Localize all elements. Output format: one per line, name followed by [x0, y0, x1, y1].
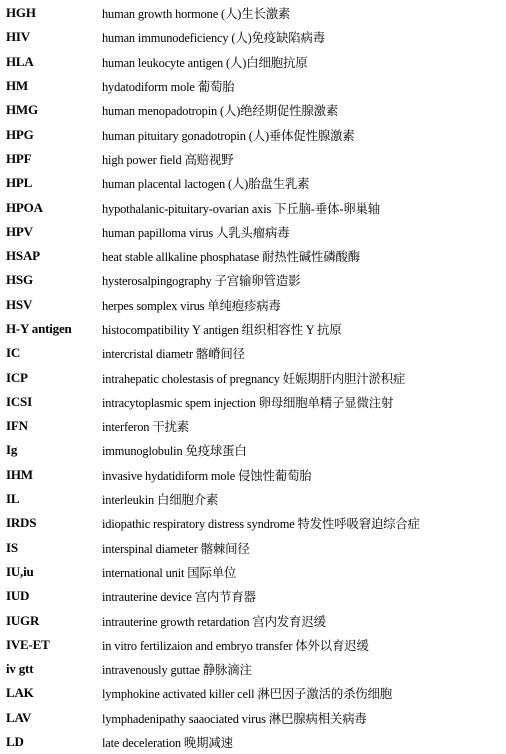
abbreviation-definition: heat stable allkaline phosphatase 耐热性碱性磷酸酶 [102, 250, 360, 265]
abbreviation-definition: immunoglobulin 免疫球蛋白 [102, 444, 247, 459]
abbreviation-definition: intercristal diametr 髂嵴间径 [102, 347, 245, 362]
abbreviation-term: HSG [6, 272, 33, 288]
abbreviation-term: HPL [6, 175, 33, 191]
abbreviation-definition: invasive hydatidiform mole 侵蚀性葡萄胎 [102, 468, 312, 483]
glossary-row [0, 390, 506, 414]
abbreviation-definition: human placental lactogen (人)胎盘生乳素 [102, 177, 310, 192]
abbreviation-definition: interferon 干扰素 [102, 420, 190, 435]
abbreviation-term: IC [6, 345, 21, 361]
abbreviation-term: IL [6, 491, 20, 507]
glossary-row [0, 365, 506, 389]
abbreviation-term: IHM [6, 466, 33, 482]
abbreviation-definition: intrauterine device 宫内节育器 [102, 590, 256, 605]
glossary-row [0, 511, 506, 535]
abbreviation-definition: in vitro fertilizaion and embryo transfer 体外以育迟缓 [102, 638, 369, 653]
glossary-row [0, 195, 506, 219]
abbreviation-definition: hypothalanic-pituitary-ovarian axis 下丘脑-垂体-卵巢轴 [102, 201, 381, 216]
abbreviation-term: HLA [6, 53, 34, 69]
glossary-row [0, 268, 506, 292]
glossary-row [0, 98, 506, 122]
abbreviation-definition: herpes somplex virus 单纯疱疹病毒 [102, 298, 281, 313]
abbreviation-definition: high power field 高赔视野 [102, 152, 234, 167]
abbreviation-term: HM [6, 78, 28, 94]
abbreviation-definition: human pituitary gonadotropin (人)垂体促性腺激素 [102, 128, 355, 143]
glossary-row [0, 706, 506, 730]
glossary-row [0, 341, 506, 365]
abbreviation-definition: intracytoplasmic spem injection 卵母细胞单精子显微注射 [102, 395, 394, 410]
abbreviation-definition: human papilloma virus 人乳头瘤病毒 [102, 225, 290, 240]
glossary-row [0, 681, 506, 705]
abbreviation-term: HMG [6, 102, 38, 118]
glossary-row [0, 463, 506, 487]
abbreviation-definition: human growth hormone (人)生长激素 [102, 7, 291, 22]
glossary-row [0, 1, 506, 25]
glossary-row [0, 50, 506, 74]
abbreviation-term: HSV [6, 296, 33, 312]
abbreviation-definition: lymphokine activated killer cell 淋巴因子激活的杀伤细胞 [102, 687, 393, 702]
abbreviation-term: IUGR [6, 612, 40, 628]
glossary-row [0, 220, 506, 244]
abbreviation-definition: intrahepatic cholestasis of pregnancy 妊娠期肝内胆汁淤积症 [102, 371, 406, 386]
abbreviation-definition: idiopathic respiratory distress syndrome 特发性呼吸窘迫综合症 [102, 517, 420, 532]
abbreviation-term: IVE-ET [6, 636, 50, 652]
abbreviation-term: Ig [6, 442, 18, 458]
glossary-row [0, 536, 506, 560]
abbreviation-term: HPV [6, 223, 33, 239]
abbreviation-term: HIV [6, 29, 30, 45]
abbreviation-definition: human menopadotropin (人)绝经期促性腺激素 [102, 104, 339, 119]
abbreviation-term: HPF [6, 150, 32, 166]
glossary-row [0, 633, 506, 657]
abbreviation-term: IU,iu [6, 563, 34, 579]
abbreviation-definition: hydatodiform mole 葡萄胎 [102, 80, 235, 95]
glossary-row [0, 171, 506, 195]
abbreviation-definition: intrauterine growth retardation 宫内发育迟缓 [102, 614, 326, 629]
glossary-row [0, 657, 506, 681]
abbreviation-term: HGH [6, 5, 36, 21]
abbreviation-term: IS [6, 539, 18, 555]
abbreviation-term: HPOA [6, 199, 43, 215]
abbreviation-term: LAK [6, 685, 34, 701]
glossary-row [0, 25, 506, 49]
abbreviation-term: IUD [6, 588, 30, 604]
glossary-row [0, 730, 506, 754]
abbreviation-term: LD [6, 734, 24, 750]
glossary-row [0, 414, 506, 438]
abbreviation-definition: interleukin 白细胞介素 [102, 493, 219, 508]
abbreviation-definition: human leukocyte antigen (人)白细胞抗原 [102, 55, 308, 70]
glossary-row [0, 608, 506, 632]
glossary-row [0, 584, 506, 608]
abbreviation-definition: interspinal diameter 髂棘间径 [102, 541, 250, 556]
glossary-row [0, 74, 506, 98]
abbreviation-term: H-Y antigen [6, 321, 72, 336]
abbreviation-definition: histocompatibility Y antigen 组织相容性 Y 抗原 [102, 323, 342, 337]
glossary-row [0, 560, 506, 584]
glossary-row [0, 147, 506, 171]
abbreviation-term: ICSI [6, 393, 32, 409]
abbreviation-term: IFN [6, 418, 28, 434]
abbreviation-term: HSAP [6, 248, 40, 264]
abbreviation-term: LAV [6, 709, 32, 725]
abbreviation-term: HPG [6, 126, 34, 142]
abbreviation-term: ICP [6, 369, 28, 385]
abbreviation-definition: lymphadenipathy saaociated virus 淋巴腺病相关病毒 [102, 711, 367, 726]
abbreviation-glossary [0, 1, 506, 754]
abbreviation-term: iv gtt [6, 661, 34, 677]
abbreviation-definition: hysterosalpingography 子宫输卵管造影 [102, 274, 301, 289]
glossary-row [0, 487, 506, 511]
glossary-row [0, 438, 506, 462]
glossary-row [0, 317, 506, 341]
abbreviation-definition: intravenously guttae 静脉滴注 [102, 663, 252, 678]
abbreviation-definition: human immunodeficiency (人)免疫缺陷病毒 [102, 31, 326, 46]
glossary-row [0, 244, 506, 268]
glossary-row [0, 293, 506, 317]
abbreviation-definition: late deceleration 晚期减速 [102, 736, 233, 751]
abbreviation-definition: international unit 国际单位 [102, 565, 237, 580]
glossary-row [0, 122, 506, 146]
abbreviation-term: IRDS [6, 515, 37, 531]
